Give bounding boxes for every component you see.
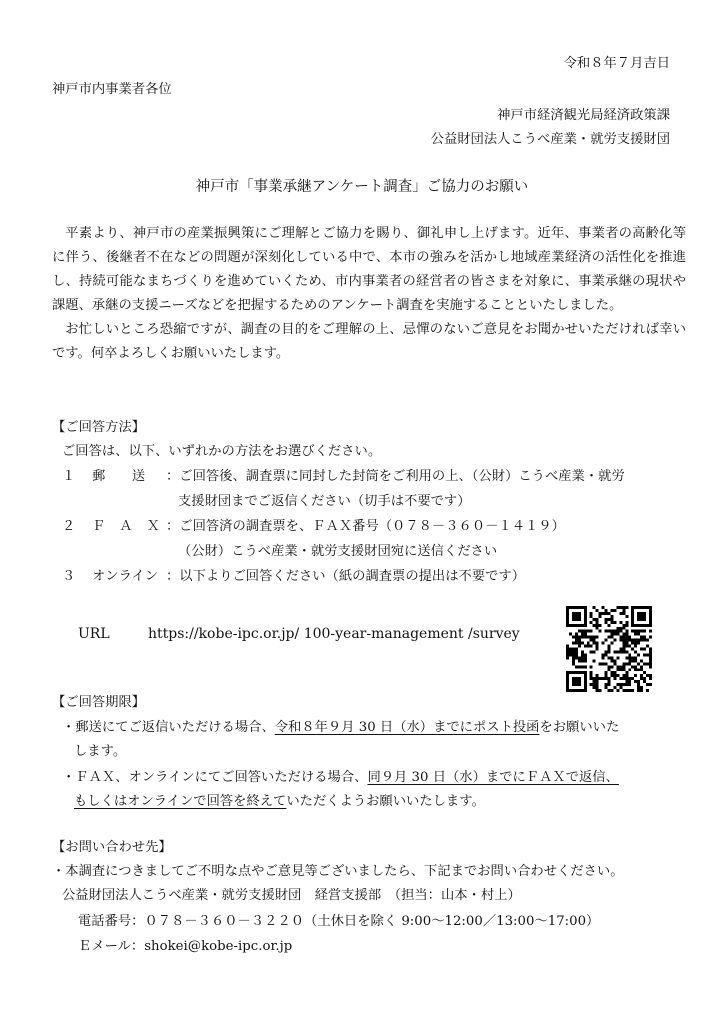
deadline-bullet-1-emphasis: 令和８年９月 30 日（水）までにポスト投函 — [274, 720, 540, 735]
body-text — [52, 222, 686, 366]
deadline-bullet-2-post: いただくようお願いいたします。 — [286, 794, 485, 809]
method-1-text: ：ご回答後、調査票に同封した封筒をご利用の上、（公財）こうべ産業・就労 — [166, 469, 625, 484]
deadline-bullet-2-pre: ・ＦＡＸ、オンラインにてご回答いただける場合、 — [62, 770, 368, 785]
deadline-bullet-2-emphasis-cont: もしくはオンラインで回答を終えて — [74, 794, 287, 809]
method-2-text-cont: （公財）こうべ産業・就労支援財団宛に送信ください — [178, 544, 498, 559]
method-1-label: 郵 送 — [92, 469, 146, 484]
method-2-number: ２ — [62, 519, 76, 534]
deadline-bullet-2-emphasis: 同９月 30 日（水）までにＦＡＸで返信、 — [367, 770, 619, 785]
contact-phone: 電話番号：０７８－３６０－３２２０（土休日を除く 9:00～12:00／13:00～17:00） — [78, 914, 600, 929]
method-3-number: ３ — [62, 569, 76, 584]
survey-url[interactable]: https://kobe-ipc.or.jp/ 100-year-management /survey — [148, 626, 520, 642]
deadline-bullet-1-post: をお願いいた — [539, 720, 620, 735]
answer-method-heading: 【ご回答方法】 — [52, 420, 146, 435]
url-label: URL — [78, 626, 110, 642]
method-3-text: ：以下よりご回答ください（紙の調査票の提出は不要です） — [166, 569, 526, 584]
sender-department: 神戸市経済観光局経済政策課 — [497, 108, 670, 123]
addressee: 神戸市内事業者各位 — [52, 82, 172, 97]
answer-method-intro: ご回答は、以下、いずれかの方法をお選びください。 — [62, 444, 382, 459]
method-2-text: ：ご回答済の調査票を、ＦＡＸ番号（０７８－３６０－１４１９） — [166, 519, 565, 534]
method-1-text-cont: 支援財団までご返信ください（切手は不要です） — [178, 494, 471, 509]
contact-heading: 【お問い合わせ先】 — [52, 840, 172, 855]
sender-foundation: 公益財団法人こうべ産業・就労支援財団 — [430, 132, 670, 147]
contact-organization: 公益財団法人こうべ産業・就労支援財団 経営支援部 （担当：山本・村上） — [62, 888, 521, 903]
body-paragraph-2: お忙しいところ恐縮ですが、調査の目的をご理解の上、忌憚のないご意見をお聞かせいただければ幸いです。何卒よろしくお願いいたします。 — [52, 322, 686, 361]
deadline-heading: 【ご回答期限】 — [52, 695, 146, 710]
body-paragraph-1: 平素より、神戸市の産業振興策にご理解とご協力を賜り、御礼申し上げます。近年、事業者の高齢化等に伴う、後継者不在などの問題が深刻化している中で、本市の強みを活かし地域産業経済の活性化を推進し、持続可能なまちづくりを進めていくため、市内事業者の経営者の皆さまを対象に、事業承継の現状や課題、承継の支援ニーズなどを把握するためのアンケート調査を実施することといたしました。 — [52, 226, 686, 313]
deadline-bullet-1-cont: します。 — [74, 744, 127, 759]
contact-intro: ・本調査につきましてご不明な点やご意見等ございましたら、下記までお問い合わせください。 — [52, 864, 624, 879]
method-3-label: オンライン — [92, 569, 159, 584]
document-title: 神戸市「事業承継アンケート調査」ご協力のお願い — [195, 179, 529, 195]
deadline-bullet-1-pre: ・郵送にてご返信いただける場合、 — [62, 720, 275, 735]
method-1-number: １ — [62, 469, 76, 484]
deadline-bullet-2 — [62, 766, 619, 785]
document-date: 令和８年７月吉日 — [563, 56, 670, 71]
deadline-bullet-2-cont — [74, 790, 485, 809]
contact-email[interactable]: Ｅメール：shokei@kobe-ipc.or.jp — [78, 939, 293, 954]
deadline-bullet-1 — [62, 716, 619, 735]
method-2-label: ＦＡＸ — [92, 519, 174, 534]
qr-code-icon[interactable] — [566, 606, 652, 692]
